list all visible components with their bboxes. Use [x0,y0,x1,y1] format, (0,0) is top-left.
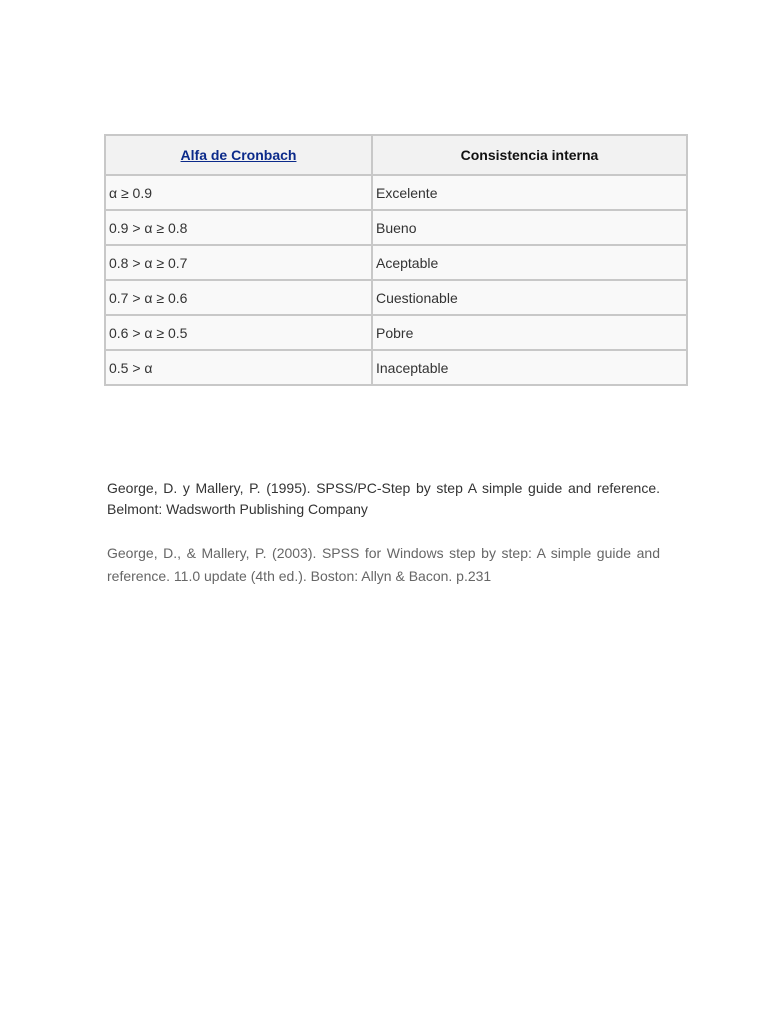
table-row [105,245,687,280]
consistency-cell: Aceptable [372,245,687,280]
alpha-range-cell: α ≥ 0.9 [105,175,372,210]
table-row [105,175,687,210]
alfa-de-cronbach-link[interactable]: Alfa de Cronbach [180,147,297,163]
table-header-row [105,135,687,175]
alpha-range-cell: 0.7 > α ≥ 0.6 [105,280,372,315]
table-row [105,315,687,350]
alpha-range-cell: 0.5 > α [105,350,372,385]
alpha-range-cell: 0.6 > α ≥ 0.5 [105,315,372,350]
consistency-cell: Pobre [372,315,687,350]
cronbach-alpha-table [104,134,688,386]
alpha-range-cell: 0.9 > α ≥ 0.8 [105,210,372,245]
table-row [105,350,687,385]
consistency-cell: Cuestionable [372,280,687,315]
reference-george-1995: George, D. y Mallery, P. (1995). SPSS/PC-Step by step A simple guide and reference. Belmont: Wadsworth Publishing Company [107,480,660,517]
alpha-range-cell: 0.8 > α ≥ 0.7 [105,245,372,280]
consistency-cell: Bueno [372,210,687,245]
reference-george-2003: George, D., & Mallery, P. (2003). SPSS for Windows step by step: A simple guide and reference. 11.0 update (4th ed.). Boston: Allyn & Bacon. p.231 [107,545,660,584]
header-cell-consistency: Consistencia interna [372,135,687,175]
header-cell-alpha [105,135,372,175]
consistency-cell: Excelente [372,175,687,210]
consistency-cell: Inaceptable [372,350,687,385]
table-row [105,280,687,315]
table-row [105,210,687,245]
